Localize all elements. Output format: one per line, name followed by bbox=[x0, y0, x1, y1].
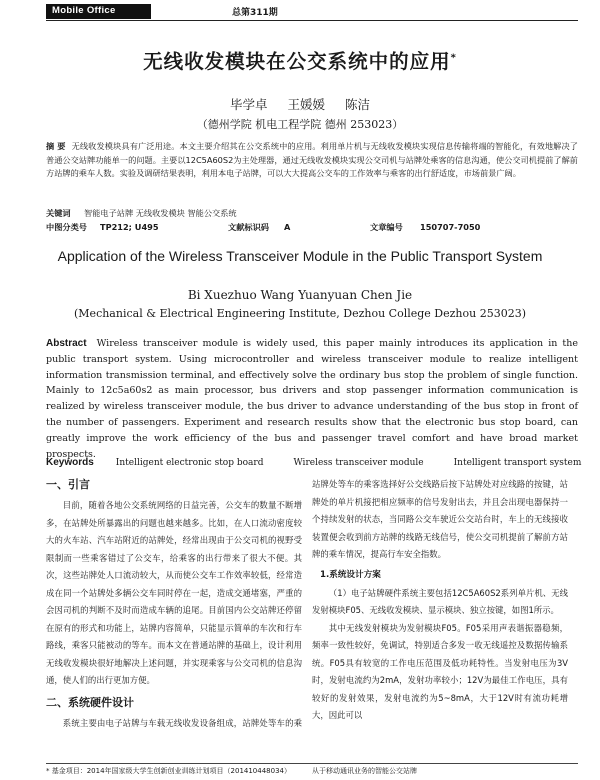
footnote-left: * 基金项目：2014年国家级大学生创新创业训练计划项目（201410448034） bbox=[46, 767, 291, 775]
left-column bbox=[46, 476, 302, 733]
chinese-abstract-label: 摘 要 bbox=[46, 141, 66, 151]
section-heading: 二、系统硬件设计 bbox=[46, 695, 134, 709]
chinese-affiliation: （德州学院 机电工程学院 德州 253023） bbox=[196, 118, 404, 131]
english-keywords-label: Keywords bbox=[46, 457, 94, 468]
chinese-title bbox=[0, 46, 600, 74]
english-keywords-row bbox=[46, 457, 586, 468]
journal-name: Mobile Office bbox=[52, 5, 116, 16]
english-keyword: Intelligent transport system bbox=[453, 458, 582, 468]
footnote-right: 从于移动通讯业务的智能公交站牌 bbox=[312, 767, 417, 775]
body-paragraph-continued: 站牌处等车的乘客选择好公交线路后按下站牌处对应线路的按键，站牌处的单片机接把相应频率的信号发射出去，并且会出现电器保持一个持续发射的状态，当同路公交车驶近公交站台时，车上的无线接收装置便会收到前方站牌的线路无线信号，使公交司机提前了解前方站牌的乘车情况，提高行车安全指数。 bbox=[312, 479, 568, 559]
footnote-rule bbox=[46, 763, 578, 764]
english-abstract-text: Wireless transceiver module is widely used, this paper mainly introduces its application in the public transport system. Using microcontroller and wireless transceiver module to realize intelligent information transmission terminal, and effectively solve the ordinary bus stop the problem of single function. Mainly to 12c5a60s2 as main processor, bus drivers and stop passenger information communication is realized by wireless transceiver module, the bus driver to advance understanding of the bus stop in front of the number of passengers. Experiment and research results show that the electronic bus stop board, can greatly improve the work efficiency of the bus and passenger travel comfort and have broad market prospects. bbox=[46, 338, 578, 460]
chinese-abstract bbox=[46, 140, 578, 181]
subsection-heading: 1.系统设计方案 bbox=[320, 569, 381, 580]
body-paragraph: 系统主要由电子站牌与车载无线收发设备组成，站牌处等车的乘 bbox=[62, 717, 302, 728]
article-number-label: 文章编号 bbox=[370, 222, 403, 232]
body-paragraph: 其中无线发射模块为发射模块F05。F05采用声表谐振器稳频，频率一致性较好，免调试，特别适合多发一收无线遥控及数据传输系统。F05具有较宽的工作电压范围及低功耗特性。当发射电压为3V时，发射电流约为2mA，发射功率较小；12V为最佳工作电压，具有较好的发射效果，发射电流约为5~8mA，大于12V时有流功耗增大，因此可以 bbox=[312, 622, 568, 720]
journal-header bbox=[0, 0, 600, 22]
section-heading: 一、引言 bbox=[46, 478, 90, 491]
doc-code-label: 文献标识码 bbox=[228, 222, 269, 232]
english-keyword: Intelligent electronic stop board bbox=[115, 458, 264, 468]
english-abstract bbox=[46, 336, 578, 462]
footnote-mark: * bbox=[450, 52, 457, 64]
english-keyword: Wireless transceiver module bbox=[293, 458, 424, 468]
english-affiliation: (Mechanical & Electrical Engineering Institute, Dezhou College Dezhou 253023) bbox=[74, 307, 526, 320]
body-paragraph: （1）电子站牌硬件系统主要包括12C5A60S2系列单片机、无线发射模块F05、无线收发模块、显示模块、独立按键，如图1所示。 bbox=[312, 587, 568, 615]
doc-code-value: A bbox=[284, 222, 291, 232]
english-authors: Bi Xuezhuo Wang Yuanyuan Chen Jie bbox=[187, 288, 413, 302]
english-abstract-label: Abstract bbox=[46, 338, 87, 349]
chinese-authors: 毕学卓 王媛媛 陈洁 bbox=[230, 97, 370, 112]
issue-number: 总第311期 bbox=[232, 8, 278, 18]
clc-label: 中图分类号 bbox=[46, 222, 87, 232]
article-number-value: 150707-7050 bbox=[420, 222, 481, 232]
header-rule bbox=[46, 20, 578, 21]
chinese-keywords: 智能电子站牌 无线收发模块 智能公交系统 bbox=[84, 208, 237, 218]
clc-value: TP212; U495 bbox=[100, 222, 159, 232]
right-column bbox=[312, 476, 568, 724]
journal-name-badge bbox=[46, 4, 151, 19]
chinese-title-text: 无线收发模块在公交系统中的应用 bbox=[143, 50, 451, 73]
chinese-abstract-text: 无线收发模块具有广泛用途。本文主要介绍其在公交系统中的应用。利用单片机与无线收发模块实现信息传输将端的智能化，有效地解决了普通公交站牌功能单一的问题。主要以12C5A60S2为主处理器，通过无线收发模块实现公交司机与站牌处乘客的信息沟通，使公交司机提前了解前方站牌的乘车人数。实验及调研结果表明，利用本电子站牌，可以大大提高公交车的工作效率与乘客的出行舒适度，市场前景广阔。 bbox=[46, 141, 578, 178]
english-title: Application of the Wireless Transceiver Module in the Public Transport System bbox=[57, 248, 543, 264]
body-paragraph: 目前，随着各地公交系统网络的日益完善，公交车的数量不断增多，在站牌处所暴露出的问题也越来越多。比如，在人口流动密度较大的火车站、汽车站附近的站牌处，经常出现由于公交司机的视野受限制而一些乘客错过了公交车，给乘客的出行带来了很大不便。其次，这些站牌处人口流动较大，从而使公交车工作效率较低，经常造成在同一个站牌处多辆公交车同时停在一起，造成交通堵塞，严重的会因司机的判断不及时而造成车辆的追尾。目前国内公交站牌还停留在原有的形式和功能上，站牌内容简单，只能显示简单的车次和行车路线，乘客只能被动的等车。而本文在普通站牌的基础上，设计利用无线收发模块很好地解决上述问题，并实现乘客与公交司机的信息沟通，使人们的出行更加方便。 bbox=[46, 500, 302, 685]
chinese-keywords-label: 关键词 bbox=[46, 208, 71, 218]
